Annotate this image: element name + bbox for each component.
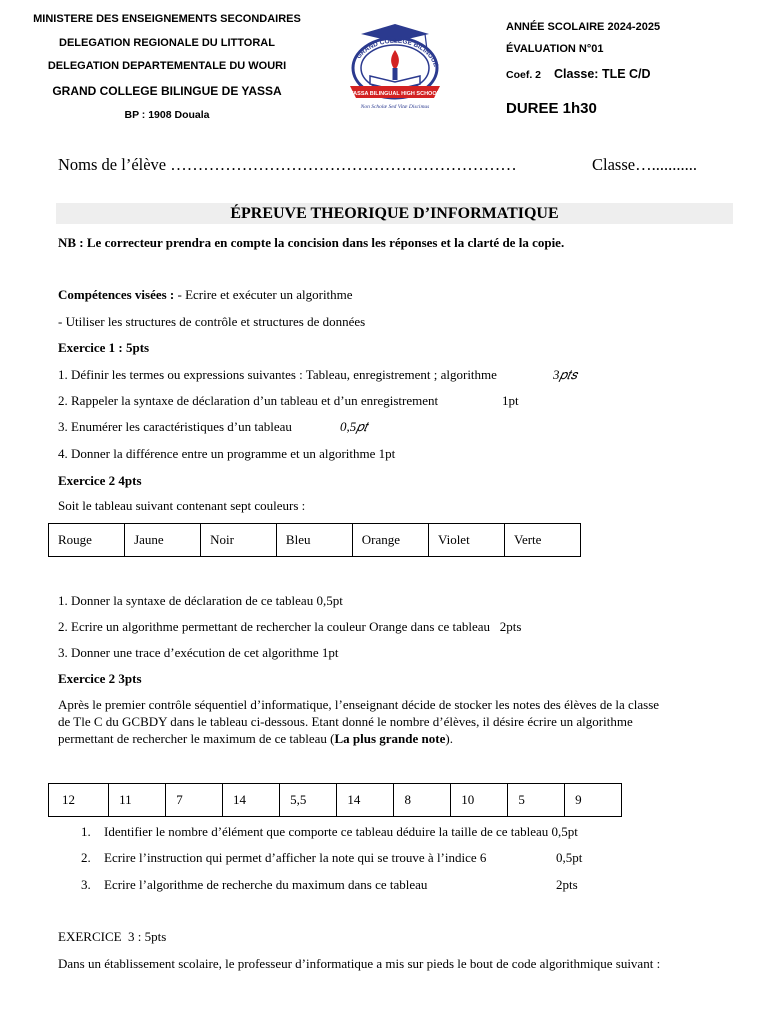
exercise-2-question-2: 2. Ecrire un algorithme permettant de rechercher la couleur Orange dans ce tableau 2pts — [58, 619, 522, 634]
svg-text:Non Scholæ Sed Vitæ Discimus: Non Scholæ Sed Vitæ Discimus — [360, 104, 430, 110]
exercise-1-heading: Exercice 1 : 5pts — [58, 340, 150, 355]
competences-label: Compétences visées : — [58, 287, 175, 302]
exercise-3-paragraph-line-2: de Tle C du GCBDY dans le tableau ci-dessous. Etant donné le nombre d’élèves, il désire écrire un algorithme — [58, 714, 633, 729]
exercise-3-question-3-points: 2pts — [556, 877, 578, 892]
student-class-field: Classe…........... — [592, 155, 697, 174]
note-cell: 7 — [166, 784, 223, 817]
exercise-1-question-3: 3. Enumérer les caractéristiques d’un tableau — [58, 419, 292, 434]
student-name-field: Noms de l’élève ……………………………………………………… — [58, 155, 517, 174]
list-number: 1. — [81, 824, 91, 839]
exercise-1-question-2-points: 1pt — [502, 393, 519, 408]
color-cell: Verte — [505, 524, 581, 557]
exam-title: ÉPREUVE THEORIQUE D’INFORMATIQUE — [230, 205, 559, 222]
note-cell: 9 — [565, 784, 622, 817]
exercise-3-heading: Exercice 2 3pts — [58, 671, 142, 686]
competence-1: - Ecrire et exécuter un algorithme — [174, 287, 353, 302]
competences-line-1 — [58, 287, 353, 303]
exercise-3-question-3: Ecrire l’algorithme de recherche du maximum dans ce tableau — [104, 877, 428, 892]
postal-box-line: BP : 1908 Douala — [124, 109, 210, 121]
color-cell: Orange — [352, 524, 428, 557]
exercise-4-intro: Dans un établissement scolaire, le professeur d’informatique a mis sur pieds le bout de code algorithmique suivant : — [58, 956, 661, 971]
note-cell: 14 — [222, 784, 279, 817]
regional-delegation-line: DELEGATION REGIONALE DU LITTORAL — [59, 37, 275, 49]
competence-2: - Utiliser les structures de contrôle et structures de données — [58, 314, 366, 329]
nb-note: NB : Le correcteur prendra en compte la concision dans les réponses et la clarté de la copie. — [58, 235, 565, 250]
note-cell: 5,5 — [280, 784, 337, 817]
exercise-3-question-2-points: 0,5pt — [556, 850, 583, 865]
list-number: 2. — [81, 850, 91, 865]
note-cell: 8 — [394, 784, 451, 817]
color-cell: Violet — [428, 524, 504, 557]
exercise-2-heading: Exercice 2 4pts — [58, 473, 142, 488]
school-name-line: GRAND COLLEGE BILINGUE DE YASSA — [52, 84, 282, 98]
exercise-3-paragraph-line-3 — [58, 731, 453, 747]
colors-table — [48, 523, 581, 557]
exercise-1-question-1-points: 3𝑝𝑡𝑠 — [553, 367, 578, 382]
color-cell: Noir — [201, 524, 277, 557]
exercise-1-question-2: 2. Rappeler la syntaxe de déclaration d’un tableau et d’un enregistrement — [58, 393, 439, 408]
table-row — [49, 524, 581, 557]
notes-table — [48, 783, 622, 817]
paragraph-emphasis: La plus grande note — [334, 731, 446, 746]
school-crest-icon — [336, 20, 454, 112]
school-logo — [336, 20, 454, 112]
table-row — [49, 784, 622, 817]
exercise-1-question-4: 4. Donner la différence entre un programme et un algorithme 1pt — [58, 446, 396, 461]
class-label: Classe: TLE C/D — [554, 67, 651, 81]
exercise-3-question-2: Ecrire l’instruction qui permet d’afficher la note qui se trouve à l’indice 6 — [104, 850, 487, 865]
exercise-2-question-3: 3. Donner une trace d’exécution de cet algorithme 1pt — [58, 645, 339, 660]
color-cell: Bleu — [276, 524, 352, 557]
note-cell: 14 — [337, 784, 394, 817]
duration: DUREE 1h30 — [506, 100, 597, 117]
exercise-1-question-3-points: 0,5𝑝𝑡 — [340, 419, 368, 434]
exercise-3-question-1: Identifier le nombre d’élément que comporte ce tableau déduire la taille de ce tableau 0,5pt — [104, 824, 578, 839]
paragraph-text: permettant de rechercher le maximum de ce tableau ( — [58, 731, 335, 746]
school-year: ANNÉE SCOLAIRE 2024-2025 — [506, 21, 661, 33]
coefficient: Coef. 2 — [506, 69, 542, 81]
note-cell: 5 — [508, 784, 565, 817]
exercise-2-intro: Soit le tableau suivant contenant sept couleurs : — [58, 498, 306, 513]
list-number: 3. — [81, 877, 91, 892]
exercise-1-question-1: 1. Définir les termes ou expressions suivantes : Tableau, enregistrement ; algorithme — [58, 367, 497, 382]
color-cell: Jaune — [125, 524, 201, 557]
svg-text:GRAND COLLEGE BILINGUE: GRAND COLLEGE BILINGUE — [355, 37, 440, 68]
evaluation-number: ÉVALUATION N°01 — [506, 43, 604, 55]
exercise-4-heading: EXERCICE 3 : 5pts — [58, 929, 167, 944]
note-cell: 11 — [109, 784, 166, 817]
ministry-line: MINISTERE DES ENSEIGNEMENTS SECONDAIRES — [33, 13, 301, 25]
departmental-delegation-line: DELEGATION DEPARTEMENTALE DU WOURI — [47, 60, 287, 72]
note-cell: 12 — [49, 784, 109, 817]
color-cell: Rouge — [49, 524, 125, 557]
exercise-3-paragraph-line-1: Après le premier contrôle séquentiel d’informatique, l’enseignant décide de stocker les notes des élèves de la classe — [58, 697, 660, 712]
svg-text:YASSA BILINGUAL HIGH SCHOOL: YASSA BILINGUAL HIGH SCHOOL — [350, 91, 440, 97]
exercise-2-question-1: 1. Donner la syntaxe de déclaration de ce tableau 0,5pt — [58, 593, 343, 608]
note-cell: 10 — [451, 784, 508, 817]
paragraph-text: ). — [445, 731, 453, 746]
